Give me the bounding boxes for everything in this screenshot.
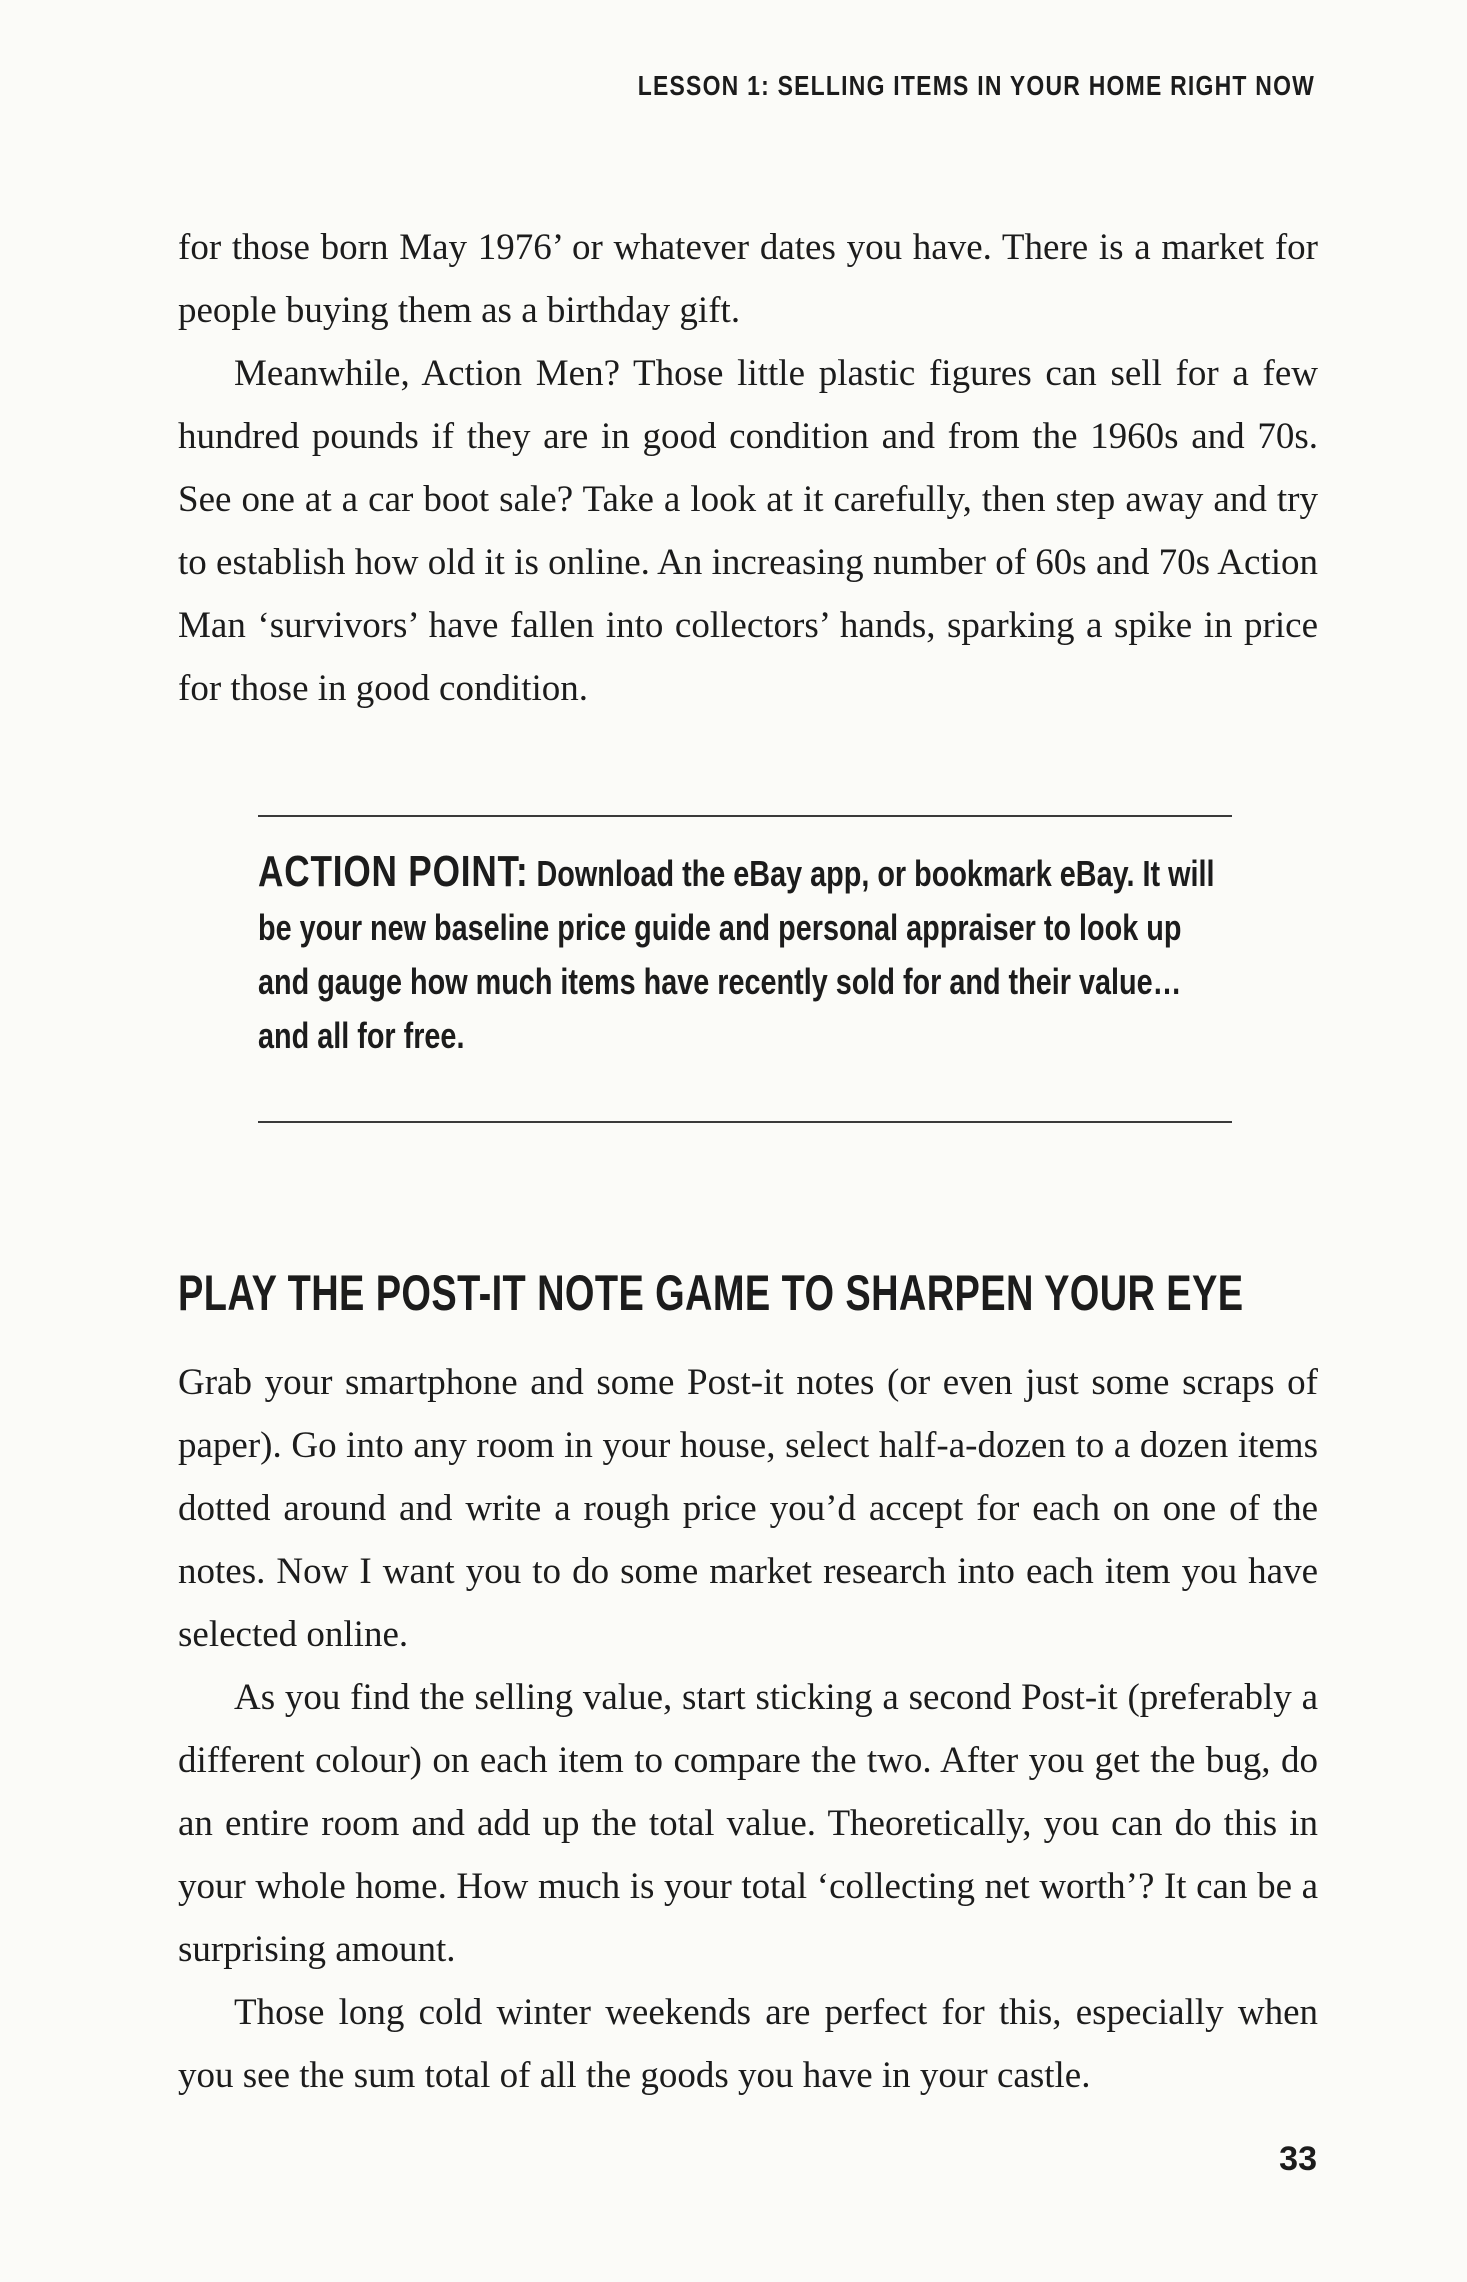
running-head: LESSON 1: SELLING ITEMS IN YOUR HOME RIGHT NOW [637,70,1315,101]
body-text-top [178,216,1318,720]
paragraph-continuation: for those born May 1976’ or whatever dates you have. There is a market for people buying them as a birthday gift. [178,227,1318,331]
paragraph-grab-smartphone: Grab your smartphone and some Post-it notes (or even just some scraps of paper). Go into any room in your house, select half-a-dozen to a dozen items dotted around and write a rough price you’d accept for each on one of the notes. Now I want you to do some market research into each item you have selected online. [178,1362,1318,1655]
action-point-box [258,845,1232,1063]
action-point-top-rule [258,815,1232,817]
action-point-bottom-rule [258,1121,1232,1123]
action-point-content [258,845,1232,1063]
paragraph-action-men: Meanwhile, Action Men? Those little plastic figures can sell for a few hundred pounds if they are in good condition and from the 1960s and 70s. See one at a car boot sale? Take a look at it carefully, then step away and try to establish how old it is online. An increasing number of 60s and 70s Action Man ‘survivors’ have fallen into collectors’ hands, sparking a spike in price for those in good condition. [178,353,1318,709]
paragraph-selling-value: As you find the selling value, start sticking a second Post-it (preferably a different colour) on each item to compare the two. After you get the bug, do an entire room and add up the total value. Theoretically, you can do this in your whole home. How much is your total ‘collecting net worth’? It can be a surprising amount. [178,1677,1318,1970]
section-heading: PLAY THE POST-IT NOTE GAME TO SHARPEN YOUR EYE [178,1265,1244,1321]
action-point-text: Download the eBay app, or bookmark eBay. It will be your new baseline price guide and personal appraiser to look up and gauge how much items have recently sold for and their value…and all for free. [258,853,1215,1056]
action-point-label: ACTION POINT: [258,847,529,896]
paragraph-winter-weekends: Those long cold winter weekends are perfect for this, especially when you see the sum total of all the goods you have in your castle. [178,1992,1318,2096]
body-text-section [178,1351,1318,2107]
page-number: 33 [1279,2140,1317,2178]
